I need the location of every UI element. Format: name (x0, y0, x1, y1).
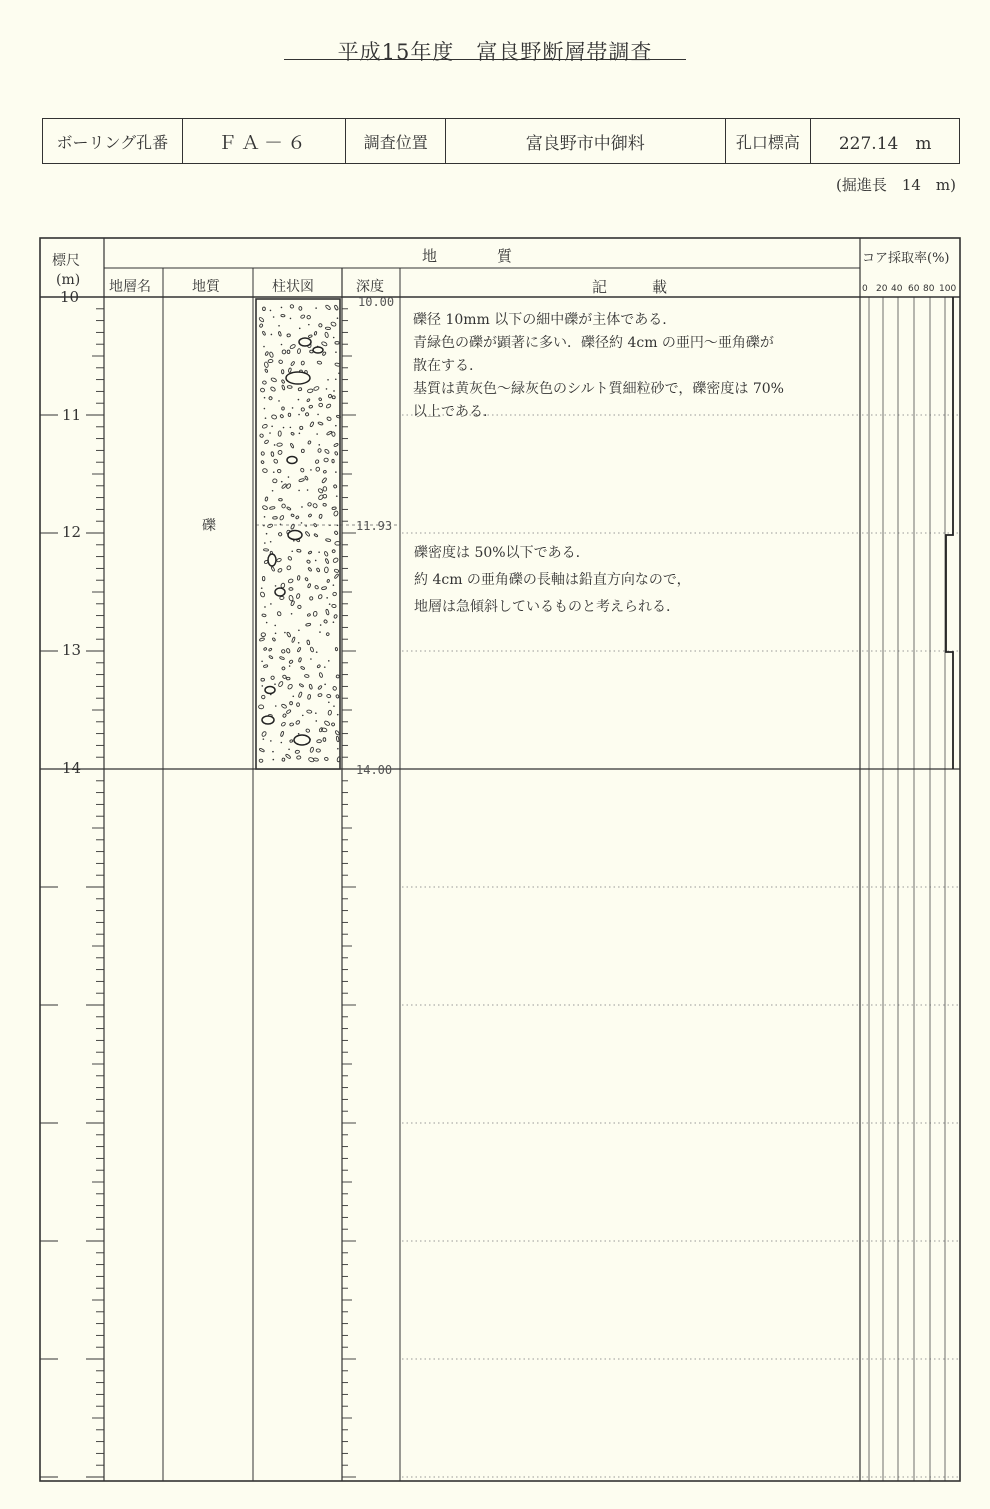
description-lower (414, 540, 691, 621)
scale-label-12: 12 (62, 523, 82, 541)
geology-header: 地 質 (422, 247, 513, 265)
description-line: 基質は黄灰色～緑灰色のシルト質細粒砂で，礫密度は 70% (413, 381, 784, 397)
core-recovery-bar (946, 297, 953, 769)
core-tick-20: 20 (876, 284, 888, 294)
core-tick-60: 60 (908, 284, 920, 294)
document-title: 平成15年度 富良野断層帯調査 (337, 40, 653, 64)
description-line: 以上である. (413, 404, 488, 420)
description-line: 散在する. (413, 358, 474, 374)
core-tick-100: 100 (939, 284, 957, 294)
scale-label-10: 10 (60, 288, 80, 306)
core-tick-0: 0 (862, 284, 868, 294)
description-line: 礫径 10mm 以下の細中礫が主体である. (413, 312, 667, 328)
elevation-label: 孔口標高 (726, 119, 812, 163)
lithology-header: 地質 (192, 279, 220, 295)
location-label: 調査位置 (346, 119, 446, 163)
description-line: 約 4cm の亜角礫の長軸は鉛直方向なので， (414, 572, 691, 588)
core-recovery-header: コア採取率(%) (862, 251, 950, 266)
log-frame (40, 238, 960, 1481)
depth-ticks (342, 297, 356, 1477)
core-scale-lines (869, 297, 945, 1481)
location-value: 富良野市中御料 (446, 119, 725, 163)
description-line: 地層は急傾斜しているものと考えられる. (414, 599, 671, 615)
formation-header: 地層名 (109, 279, 151, 295)
depth-label-bottom: 14.00 (356, 763, 393, 777)
scale-header: 標尺 (52, 253, 80, 269)
description-upper (413, 309, 784, 424)
scale-unit-header: (m) (56, 272, 81, 288)
boring-number-value: ＦＡ－６ (183, 119, 347, 163)
boring-number-label: ボーリング孔番 (43, 119, 183, 163)
core-tick-80: 80 (923, 284, 935, 294)
lithology-name: 礫 (202, 518, 216, 534)
scale-label-14: 14 (62, 759, 82, 777)
depth-label-boundary: 11.93 (356, 519, 393, 533)
scale-ticks (40, 297, 104, 1477)
elevation-value: 227.14 m (838, 133, 932, 154)
depth-header: 深度 (356, 279, 384, 295)
description-line: 礫密度は 50%以下である. (414, 545, 581, 561)
scale-label-11: 11 (62, 406, 82, 424)
column-header: 柱状図 (272, 279, 314, 295)
depth-label-top: 10.00 (358, 295, 395, 309)
description-line: 青緑色の礫が顕著に多い．礫径約 4cm の亜円～亜角礫が (413, 335, 774, 351)
description-header: 記 載 (592, 278, 668, 296)
scale-label-13: 13 (62, 641, 82, 659)
core-tick-40: 40 (891, 284, 903, 294)
drill-length: (掘進長 14 m) (835, 176, 956, 194)
